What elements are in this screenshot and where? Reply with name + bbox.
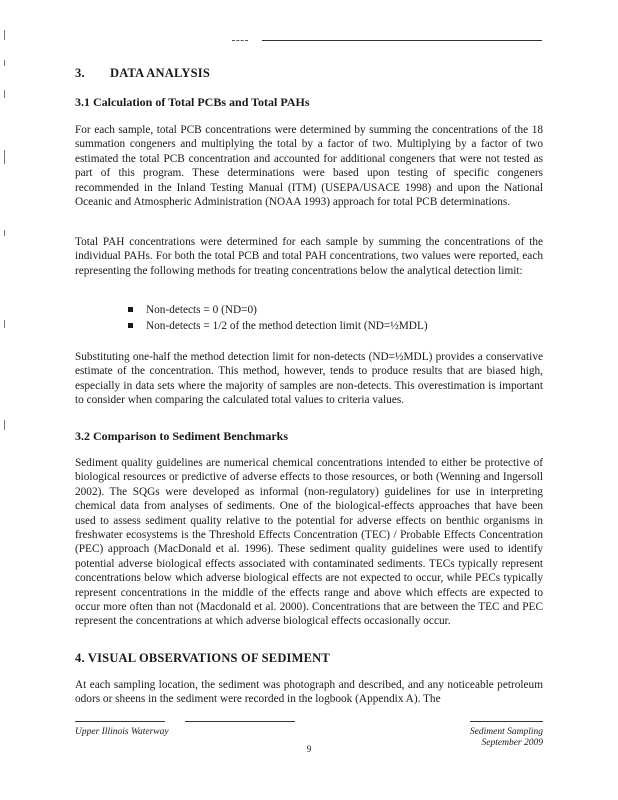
header-dash-rule bbox=[232, 40, 248, 41]
section-3-title: DATA ANALYSIS bbox=[110, 66, 210, 80]
section-3-1-paragraph-2: Total PAH concentrations were determined for each sample by summing the concentrations of the individual PAHs. For both the total PCB and total PAH concentrations, two values were reported, each representing the following methods for treating concentrations below the analytical detection limit: bbox=[75, 236, 543, 277]
section-3-1-paragraph-3: Substituting one-half the method detection limit for non-detects (ND=½MDL) provides a conservative estimate of the concentration. This method, however, tends to produce results that are biased high, especially in data sets where the majority of samples are non-detects. This overestimation is important to consider when comparing the calculated total values to criteria values. bbox=[75, 351, 543, 407]
section-3-1-heading: 3.1 Calculation of Total PCBs and Total PAHs bbox=[75, 95, 310, 109]
footer-project-name: Upper Illinois Waterway bbox=[75, 727, 169, 737]
list-item: Non-detects = 0 (ND=0) bbox=[128, 302, 428, 318]
section-3-1-paragraph-1: For each sample, total PCB concentrations were determined by summing the concentrations of the 18 summation congeners and multiplying the total by a factor of two. Multiplying by a factor of two estimated the total PCB concentration and accounted for additional congeners that were not tested as part of this program. These determinations were based upon testing of specific congeners recommended in the Inland Testing Manual (ITM) (USEPA/USACE 1998) and upon the National Oceanic and Atmospheric Administration (NOAA 1993) approach for total PCB determinations. bbox=[75, 124, 543, 209]
footer-rule-left bbox=[75, 721, 165, 722]
section-3-2-heading: 3.2 Comparison to Sediment Benchmarks bbox=[75, 429, 289, 443]
list-item: Non-detects = 1/2 of the method detection limit (ND=½MDL) bbox=[128, 318, 428, 334]
page-number: 9 bbox=[306, 744, 312, 754]
header-rule bbox=[262, 40, 542, 41]
section-3-heading bbox=[75, 66, 210, 81]
footer-rule-right bbox=[470, 721, 543, 722]
section-3-number: 3. bbox=[75, 66, 85, 80]
bullet-icon bbox=[128, 307, 133, 312]
footer-report-date: September 2009 bbox=[481, 738, 543, 748]
section-3-2-paragraph-1: Sediment quality guidelines are numerical chemical concentrations intended to either be protective of biological resources or predictive of adverse effects to those resources, or both (Wenning and Ingersoll 2002). The SQGs were developed as informal (non-regulatory) guidelines for use in interpreting chemical data from analyses of sediments. One of the biological-effects approaches that have been used to assess sediment quality relative to the potential for adverse effects on benthic organisms in freshwater ecosystems is the Threshold Effects Concentration (TEC) / Probable Effects Concentration (PEC) approach (MacDonald et al. 1996). These sediment quality guidelines were used to identify potential adverse biological effects associated with contaminated sediments. TECs typically represent concentrations below which adverse biological effects are not expected to occur, while PECs typically represent concentrations in the middle of the effects range and above which effects are expected to occur more often than not (Macdonald et al. 2000). Concentrations that are between the TEC and PEC represent the concentrations at which adverse biological effects occasionally occur. bbox=[75, 457, 543, 628]
footer-report-title: Sediment Sampling bbox=[469, 727, 543, 737]
scan-margin-marks bbox=[4, 30, 10, 450]
detection-method-list bbox=[128, 302, 428, 334]
section-4-paragraph-1: At each sampling location, the sediment was photograph and described, and any noticeable petroleum odors or sheens in the sediment were recorded in the logbook (Appendix A). The bbox=[75, 679, 543, 706]
section-4-heading: 4. VISUAL OBSERVATIONS OF SEDIMENT bbox=[75, 651, 330, 665]
footer-rule-middle bbox=[185, 721, 295, 722]
bullet-icon bbox=[128, 323, 133, 328]
